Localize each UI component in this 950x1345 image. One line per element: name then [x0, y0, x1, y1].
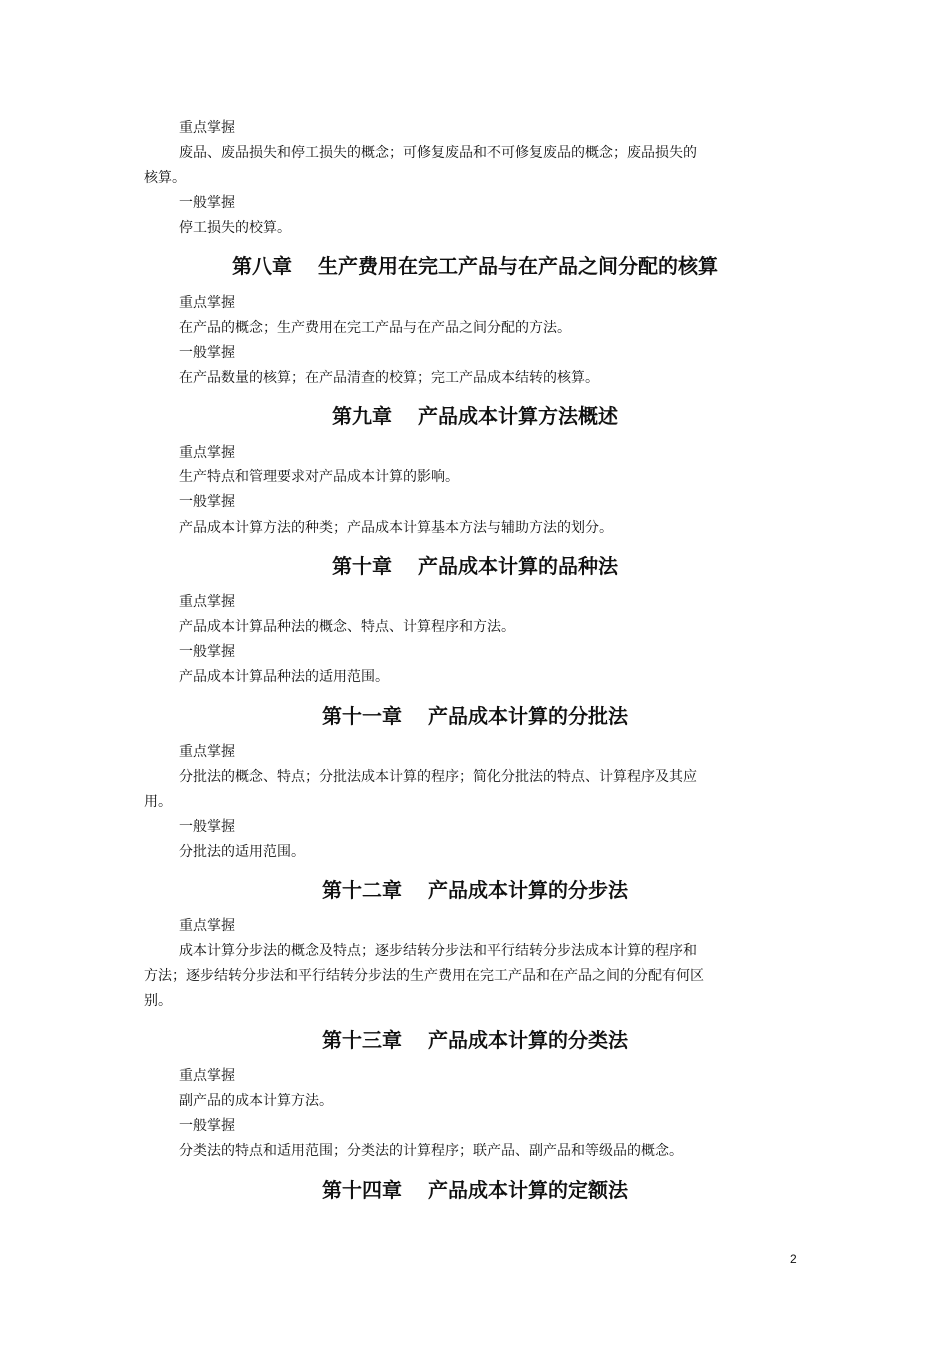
paragraph: 废品、废品损失和停工损失的概念；可修复废品和不可修复废品的概念；废品损失的: [179, 145, 697, 161]
paragraph: 生产特点和管理要求对产品成本计算的影响。: [179, 469, 459, 485]
paragraph: 成本计算分步法的概念及特点；逐步结转分步法和平行结转分步法成本计算的程序和: [179, 943, 697, 959]
chapter-heading: [0, 1026, 950, 1054]
paragraph: 分批法的概念、特点；分批法成本计算的程序；简化分批法的特点、计算程序及其应: [179, 769, 697, 785]
chapter-heading: [0, 552, 950, 580]
section-label: 重点掌握: [179, 120, 235, 136]
paragraph: 副产品的成本计算方法。: [179, 1093, 333, 1109]
paragraph: 产品成本计算品种法的概念、特点、计算程序和方法。: [179, 619, 515, 635]
paragraph: 分类法的特点和适用范围；分类法的计算程序；联产品、副产品和等级品的概念。: [179, 1143, 683, 1159]
paragraph: 方法；逐步结转分步法和平行结转分步法的生产费用在完工产品和在产品之间的分配有何区: [144, 968, 704, 984]
section-label: 一般掌握: [179, 345, 235, 361]
chapter-number: 第十章: [332, 554, 392, 578]
section-label: 一般掌握: [179, 644, 235, 660]
chapter-number: 第十三章: [322, 1028, 402, 1052]
section-label: 重点掌握: [179, 918, 235, 934]
chapter-number: 第十一章: [322, 704, 402, 728]
chapter-title: 产品成本计算的分步法: [428, 878, 628, 902]
chapter-number: 第八章: [232, 254, 292, 278]
section-label: 重点掌握: [179, 445, 235, 461]
paragraph: 在产品的概念；生产费用在完工产品与在产品之间分配的方法。: [179, 320, 571, 336]
chapter-title: 产品成本计算的品种法: [418, 554, 618, 578]
paragraph: 分批法的适用范围。: [179, 844, 305, 860]
chapter-number: 第十四章: [322, 1178, 402, 1202]
chapter-heading: [0, 252, 950, 280]
paragraph: 核算。: [144, 170, 186, 186]
chapter-heading: [0, 702, 950, 730]
chapter-heading: [0, 402, 950, 430]
section-label: 重点掌握: [179, 295, 235, 311]
section-label: 一般掌握: [179, 494, 235, 510]
chapter-number: 第十二章: [322, 878, 402, 902]
paragraph: 产品成本计算品种法的适用范围。: [179, 669, 389, 685]
section-label: 重点掌握: [179, 744, 235, 760]
chapter-title: 产品成本计算的分批法: [428, 704, 628, 728]
chapter-title: 产品成本计算的分类法: [428, 1028, 628, 1052]
paragraph: 停工损失的校算。: [179, 220, 291, 236]
paragraph: 别。: [144, 993, 172, 1009]
section-label: 一般掌握: [179, 819, 235, 835]
chapter-title: 产品成本计算的定额法: [428, 1178, 628, 1202]
chapter-heading: [0, 1176, 950, 1204]
chapter-title: 生产费用在完工产品与在产品之间分配的核算: [318, 254, 718, 278]
chapter-title: 产品成本计算方法概述: [418, 404, 618, 428]
chapter-heading: [0, 876, 950, 904]
section-label: 重点掌握: [179, 594, 235, 610]
paragraph: 在产品数量的核算；在产品清查的校算；完工产品成本结转的核算。: [179, 370, 599, 386]
section-label: 一般掌握: [179, 195, 235, 211]
paragraph: 用。: [144, 794, 172, 810]
chapter-number: 第九章: [332, 404, 392, 428]
section-label: 一般掌握: [179, 1118, 235, 1134]
section-label: 重点掌握: [179, 1068, 235, 1084]
paragraph: 产品成本计算方法的种类；产品成本计算基本方法与辅助方法的划分。: [179, 520, 613, 536]
page-number: 2: [790, 1252, 797, 1266]
